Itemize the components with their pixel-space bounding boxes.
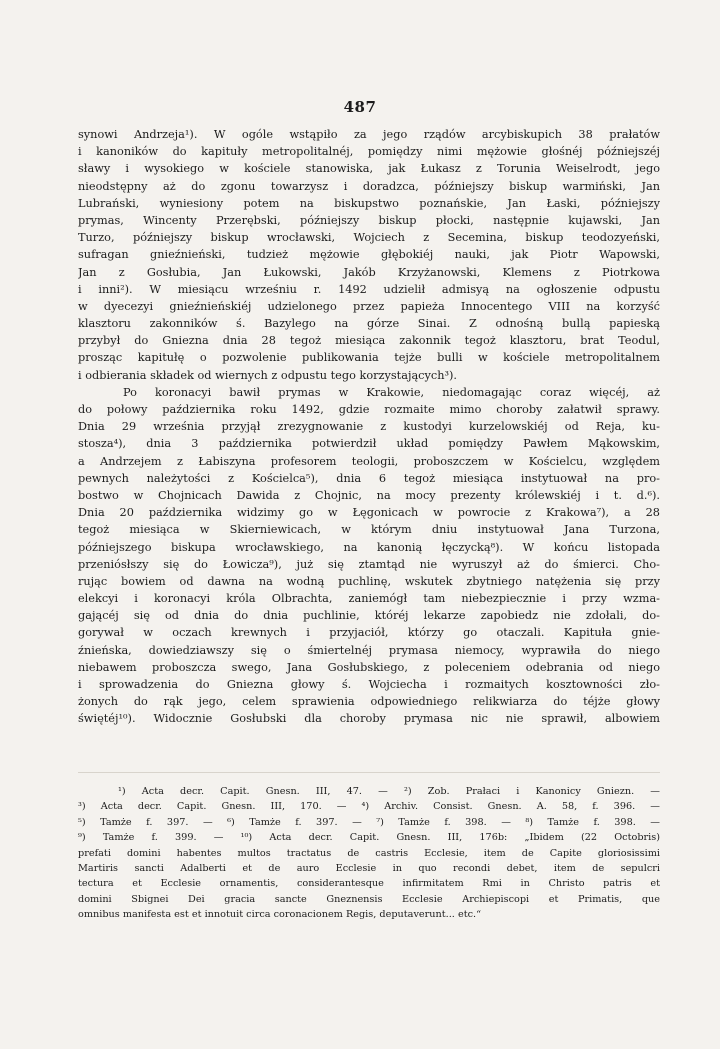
text-line: gającéj się od dnia do dnia puchlinie, któréj lekarze zapobiedz nie zdołali, do- — [78, 609, 660, 623]
footnote-line: ³) Acta decr. Capit. Gnesn. III, 170. — ⁴) Archiv. Consist. Gnesn. A. 58, f. 396. — — [78, 801, 660, 813]
text-line: Jan z Gosłubia, Jan Łukowski, Jakób Krzyżanowski, Klemens z Piotrkowa — [78, 265, 660, 279]
text-line: Turzo, późniejszy biskup wrocławski, Wojciech z Secemina, biskup teodozyeński, — [78, 231, 660, 245]
text-line: elekcyi i koronacyi króla Olbrachta, zaniemógł tam niebezpiecznie i przy wzma- — [78, 592, 660, 606]
text-line: przybył do Gniezna dnia 28 tegoż miesiąca zakonnik tegoż klasztoru, brat Teodul, — [78, 334, 660, 348]
text-line: prosząc kapitułę o pozwolenie publikowania tejże bulli w kościele metropolitalnem — [78, 351, 660, 365]
text-line: pewnych należytości z Kościelca⁵), dnia 6 tegoż miesiąca instytuował na pro- — [78, 471, 660, 485]
text-line: synowi Andrzeja¹). W ogóle wstąpiło za jego rządów arcybiskupich 38 prałatów — [78, 128, 660, 141]
text-line: źnieńska, dowiedziawszy się o śmiertelnéj prymasa niemocy, wyprawiła do niego — [78, 643, 660, 657]
text-line: i kanoników do kapituły metropolitalnéj, pomiędzy nimi mężowie głośnéj późniejszéj — [78, 145, 660, 159]
page-number: 487 — [343, 98, 377, 116]
text-line: Po koronacyi bawił prymas w Krakowie, niedomagając coraz więcéj, aż — [123, 385, 660, 399]
text-line: sławy i wysokiego w kościele stanowiska, jak Łukasz z Torunia Weiselrodt, jego — [78, 162, 660, 176]
footnote-line: ¹) Acta decr. Capit. Gnesn. III, 47. — ²) Zob. Prałaci i Kanonicy Gniezn. — — [118, 786, 660, 797]
text-line: stosza⁴), dnia 3 października potwierdził układ pomiędzy Pawłem Mąkowskim, — [78, 437, 660, 451]
footnote-line: prefati domini habentes multos tractatus de castris Ecclesie, item de Capite gloriosissimi — [78, 847, 660, 859]
footnote-line: ⁵) Tamże f. 397. — ⁶) Tamże f. 397. — ⁷) Tamże f. 398. — ⁸) Tamże f. 398. — — [78, 816, 660, 828]
text-line: przeniósłszy się do Łowicza⁹), już się ztamtąd nie wyruszył aż do śmierci. Cho- — [78, 557, 660, 571]
footnotes — [78, 784, 660, 923]
text-line: do połowy października roku 1492, gdzie rozmaite mimo choroby załatwił sprawy. — [78, 403, 660, 416]
footnote-line: Martiris sancti Adalberti et de auro Ecclesie in quo recondi debet, item de sepulcri — [78, 862, 660, 874]
footnote-line: ⁹) Tamże f. 399. — ¹⁰) Acta decr. Capit. Gnesn. III, 176b: „Ibidem (22 Octobris) — [78, 832, 660, 844]
text-line: i sprowadzenia do Gniezna głowy ś. Wojciecha i rozmaitych kosztowności zło- — [78, 678, 660, 691]
text-line: niebawem proboszcza swego, Jana Gosłubskiego, z poleceniem odebrania od niego — [78, 660, 660, 674]
body-text — [78, 126, 660, 728]
footnote-line: omnibus manifesta est et innotuit circa coronacionem Regis, deputaverunt... etc.“ — [78, 909, 482, 921]
text-line: Dnia 29 września przyjął zrezygnowanie z kustodyi kurzelowskiéj od Reja, ku- — [78, 420, 660, 434]
text-line: nieodstępny aż do zgonu towarzysz i doradzca, późniejszy biskup warmiński, Jan — [78, 179, 660, 193]
text-line: bostwo w Chojnicach Dawida z Chojnic, na mocy prezenty królewskiéj i t. d.⁶). — [78, 488, 660, 502]
footnote-divider — [78, 772, 660, 773]
text-line: i inni²). W miesiącu wrześniu r. 1492 udzielił admisyą na ogłoszenie odpustu — [78, 282, 660, 296]
text-line: gorywał w oczach krewnych i przyjaciół, którzy go otaczali. Kapituła gnie- — [78, 626, 660, 640]
text-line: w dyecezyi gnieźnieńskiéj udzielonego przez papieża Innocentego VIII na korzyść — [78, 299, 660, 313]
text-line: Lubrański, wyniesiony potem na biskupstwo poznańskie, Jan Łaski, późniejszy — [78, 196, 660, 210]
text-line: klasztoru zakonników ś. Bazylego na górze Sinai. Z odnośną bullą papieską — [78, 317, 660, 331]
footnote-line: domini Sbignei Dei gracia sancte Gneznensis Ecclesie Archiepiscopi et Primatis, que — [78, 893, 660, 905]
text-line: Dnia 20 października widzimy go w Łęgonicach w powrocie z Krakowa⁷), a 28 — [78, 506, 660, 520]
text-line: późniejszego biskupa wrocławskiego, na kanonią łęczycką⁸). W końcu listopada — [78, 540, 660, 554]
text-line: świętéj¹⁰). Widocznie Gosłubski dla choroby prymasa nic nie sprawił, albowiem — [78, 712, 660, 726]
text-line: tegoż miesiąca w Skierniewicach, w którym dniu instytuował Jana Turzona, — [78, 523, 660, 537]
footnote-line: tectura et Ecclesie ornamentis, considerantesque infirmitatem Rmi in Christo patris et — [78, 878, 660, 890]
text-line: a Andrzejem z Łabiszyna profesorem teologii, proboszczem w Kościelcu, względem — [78, 454, 660, 468]
text-line: prymas, Wincenty Przerębski, późniejszy biskup płocki, następnie kujawski, Jan — [78, 213, 660, 227]
text-line: rując bowiem od dawna na wodną puchlinę, wskutek zbytniego natężenia się przy — [78, 574, 660, 588]
text-line: żonych do rąk jego, celem sprawienia odpowiedniego relikwiarza do téjże głowy — [78, 695, 660, 709]
text-line: sufragan gnieźnieński, tudzież mężowie głębokiéj nauki, jak Piotr Wapowski, — [78, 248, 660, 262]
text-line: i odbierania składek od wiernych z odpustu tego korzystających³). — [78, 368, 458, 382]
